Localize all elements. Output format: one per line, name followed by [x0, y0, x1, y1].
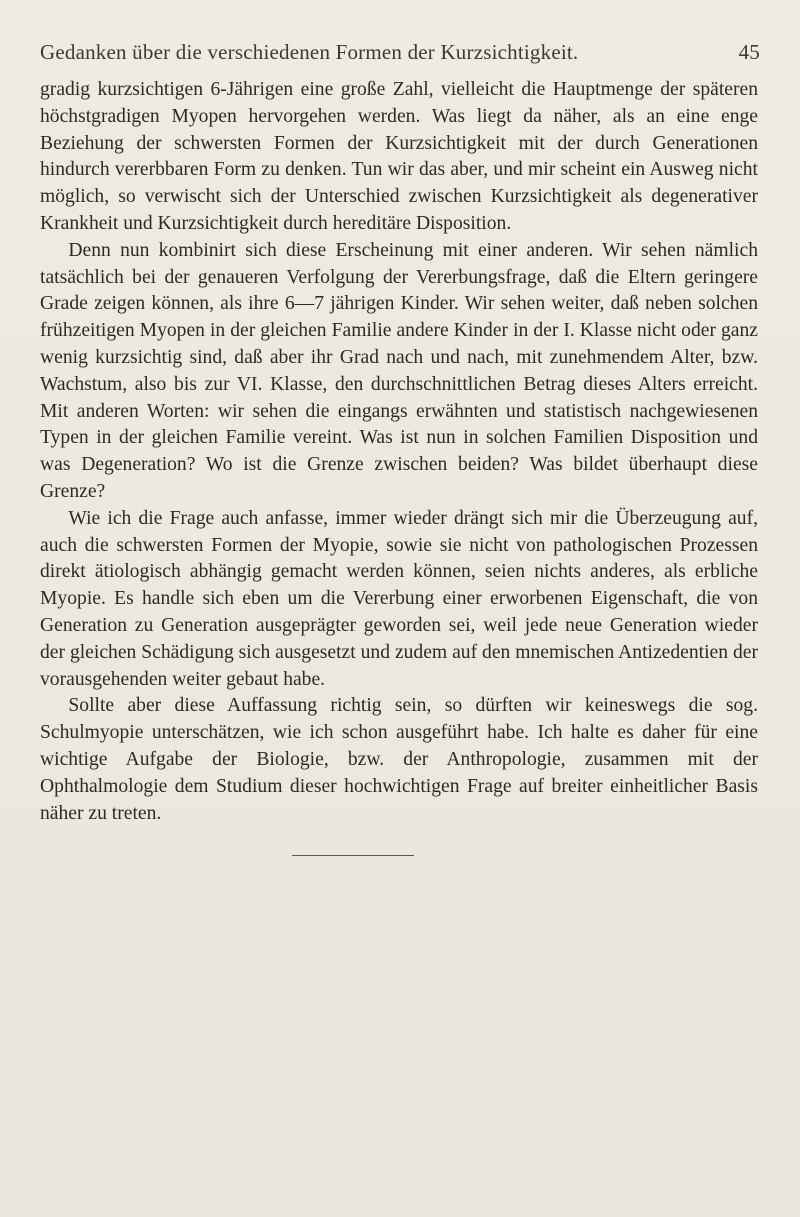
- section-end-rule: [292, 855, 414, 856]
- running-head: [40, 40, 760, 70]
- paragraph-3: Wie ich die Frage auch anfasse, immer wieder drängt sich mir die Überzeugung auf, auch die schwersten Formen der Myopie, sowie sie nicht von pathologischen Prozessen direkt ätiologisch abhängig gemacht werden können, seien nichts anderes, als erbliche Myopie. Es handle sich eben um die Vererbung einer erworbenen Eigenschaft, die von Generation zu Generation ausgeprägter geworden sei, weil jede neue Generation wieder der gleichen Schädigung sich ausgesetzt und zudem auf den mnemischen Antizedentien der vorausgehenden weiter gebaut habe.: [40, 507, 758, 690]
- page-number: 45: [738, 40, 760, 64]
- running-head-title: Gedanken über die verschiedenen Formen der Kurzsichtigkeit.: [40, 40, 579, 64]
- paragraph-2: Denn nun kombinirt sich diese Erscheinung mit einer anderen. Wir sehen nämlich tatsächlich bei der genaueren Verfolgung der Vererbungsfrage, daß die Eltern geringere Grade zeigen können, als ihre 6—7 jährigen Kinder. Wir sehen weiter, daß neben solchen frühzeitigen Myopen in der gleichen Familie andere Kinder in der I. Klasse nicht oder ganz wenig kurzsichtig sind, daß aber ihr Grad nach und nach, mit zunehmendem Alter, bzw. Wachstum, also bis zur VI. Klasse, den durchschnittlichen Betrag dieses Alters erreicht. Mit anderen Worten: wir sehen die eingangs erwähnten und statistisch nachgewiesenen Typen in der gleichen Familie vereint. Was ist nun in solchen Familien Disposition und was Degeneration? Wo ist die Grenze zwischen beiden? Was bildet überhaupt diese Grenze?: [40, 239, 758, 502]
- body-text: [40, 77, 758, 827]
- paragraph-1: gradig kurzsichtigen 6-Jährigen eine große Zahl, vielleicht die Hauptmenge der späteren höchstgradigen Myopen hervorgehen werden. Was liegt da näher, als an eine enge Beziehung der schwersten Formen der Kurzsichtigkeit mit der durch Generationen hindurch vererbbaren Form zu denken. Tun wir das aber, und mir scheint ein Ausweg nicht möglich, so verwischt sich der Unterschied zwischen Kurzsichtigkeit als degenerativer Krankheit und Kurzsichtigkeit durch hereditäre Disposition.: [40, 79, 758, 234]
- paragraph-4: Sollte aber diese Auffassung richtig sein, so dürften wir keineswegs die sog. Schulmyopie unterschätzen, wie ich schon ausgeführt habe. Ich halte es daher für eine wichtige Aufgabe der Biologie, bzw. der Anthropologie, zusammen mit der Ophthalmologie dem Studium dieser hochwichtigen Frage auf breiter einheitlicher Basis näher zu treten.: [40, 695, 758, 824]
